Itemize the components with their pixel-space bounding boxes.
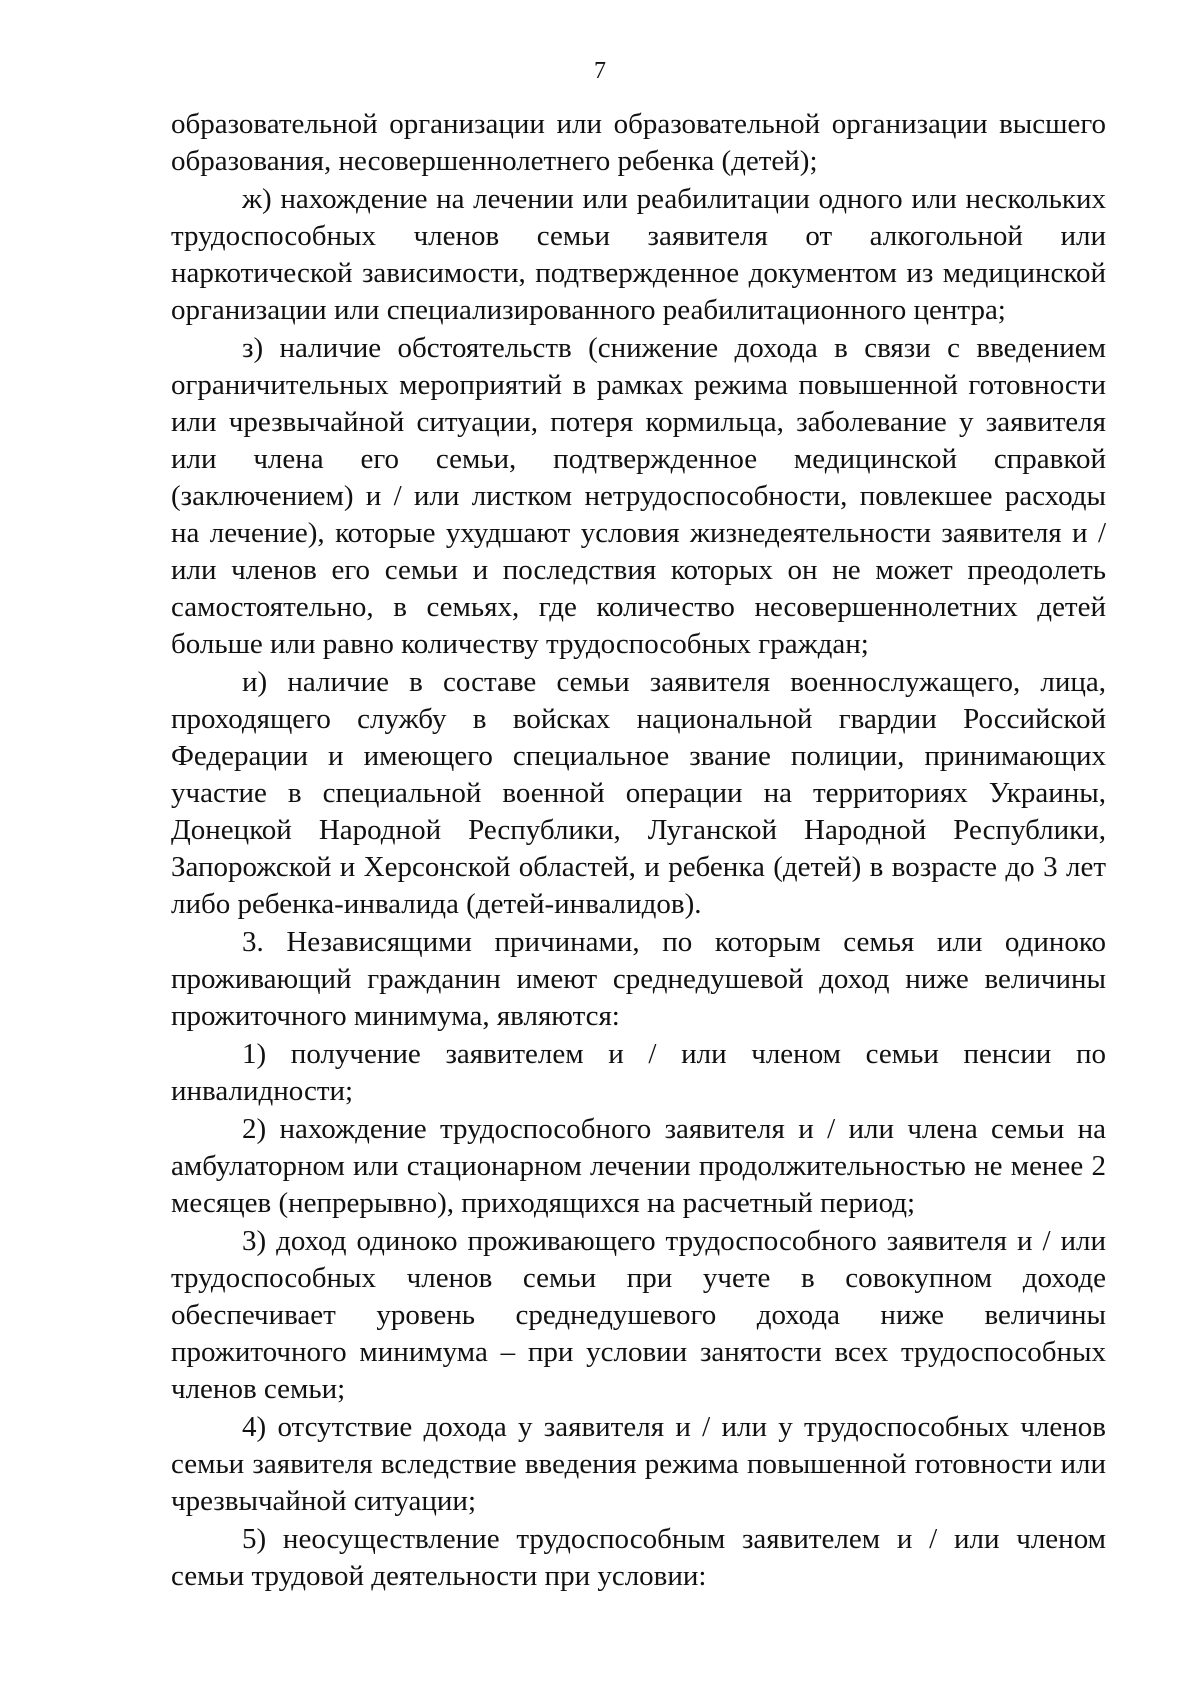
paragraph-item-3: 3) доход одиноко проживающего трудоспособного заявителя и / или трудоспособных членов семьи при учете в совокупном доходе обеспечивает уровень среднедушевого дохода ниже величины прожиточного минимума – при условии занятости всех трудоспособных членов семьи; [171, 1225, 1106, 1405]
paragraph-continuation: образовательной организации или образовательной организации высшего образования, несовершеннолетнего ребенка (детей); [171, 108, 1106, 177]
paragraph-item-1: 1) получение заявителем и / или членом семьи пенсии по инвалидности; [171, 1038, 1106, 1107]
page-number: 7 [594, 58, 606, 84]
paragraph-item-5: 5) неосуществление трудоспособным заявителем и / или членом семьи трудовой деятельности при условии: [171, 1523, 1106, 1592]
document-body [171, 106, 1106, 1596]
paragraph-item-zh: ж) нахождение на лечении или реабилитации одного или нескольких трудоспособных членов семьи заявителя от алкогольной или наркотической зависимости, подтвержденное документом из медицинской организации или специализированного реабилитационного центра; [171, 183, 1106, 326]
paragraph-item-4: 4) отсутствие дохода у заявителя и / или у трудоспособных членов семьи заявителя вследствие введения режима повышенной готовности или чрезвычайной ситуации; [171, 1411, 1106, 1517]
paragraph-item-2: 2) нахождение трудоспособного заявителя и / или члена семьи на амбулаторном или стационарном лечении продолжительностью не менее 2 месяцев (непрерывно), приходящихся на расчетный период; [171, 1113, 1106, 1219]
paragraph-item-z: з) наличие обстоятельств (снижение дохода в связи с введением ограничительных мероприятий в рамках режима повышенной готовности или чрезвычайной ситуации, потеря кормильца, заболевание у заявителя или члена его семьи, подтвержденное медицинской справкой (заключением) и / или листком нетрудоспособности, повлекшее расходы на лечение), которые ухудшают условия жизнедеятельности заявителя и / или членов его семьи и последствия которых он не может преодолеть самостоятельно, в семьях, где количество несовершеннолетних детей больше или равно количеству трудоспособных граждан; [171, 332, 1106, 660]
paragraph-section-3: 3. Независящими причинами, по которым семья или одиноко проживающий гражданин имеют среднедушевой доход ниже величины прожиточного минимума, являются: [171, 926, 1106, 1032]
paragraph-item-i: и) наличие в составе семьи заявителя военнослужащего, лица, проходящего службу в войсках национальной гвардии Российской Федерации и имеющего специальное звание полиции, принимающих участие в специальной военной операции на территориях Украины, Донецкой Народной Республики, Луганской Народной Республики, Запорожской и Херсонской областей, и ребенка (детей) в возрасте до 3 лет либо ребенка-инвалида (детей-инвалидов). [171, 666, 1106, 920]
